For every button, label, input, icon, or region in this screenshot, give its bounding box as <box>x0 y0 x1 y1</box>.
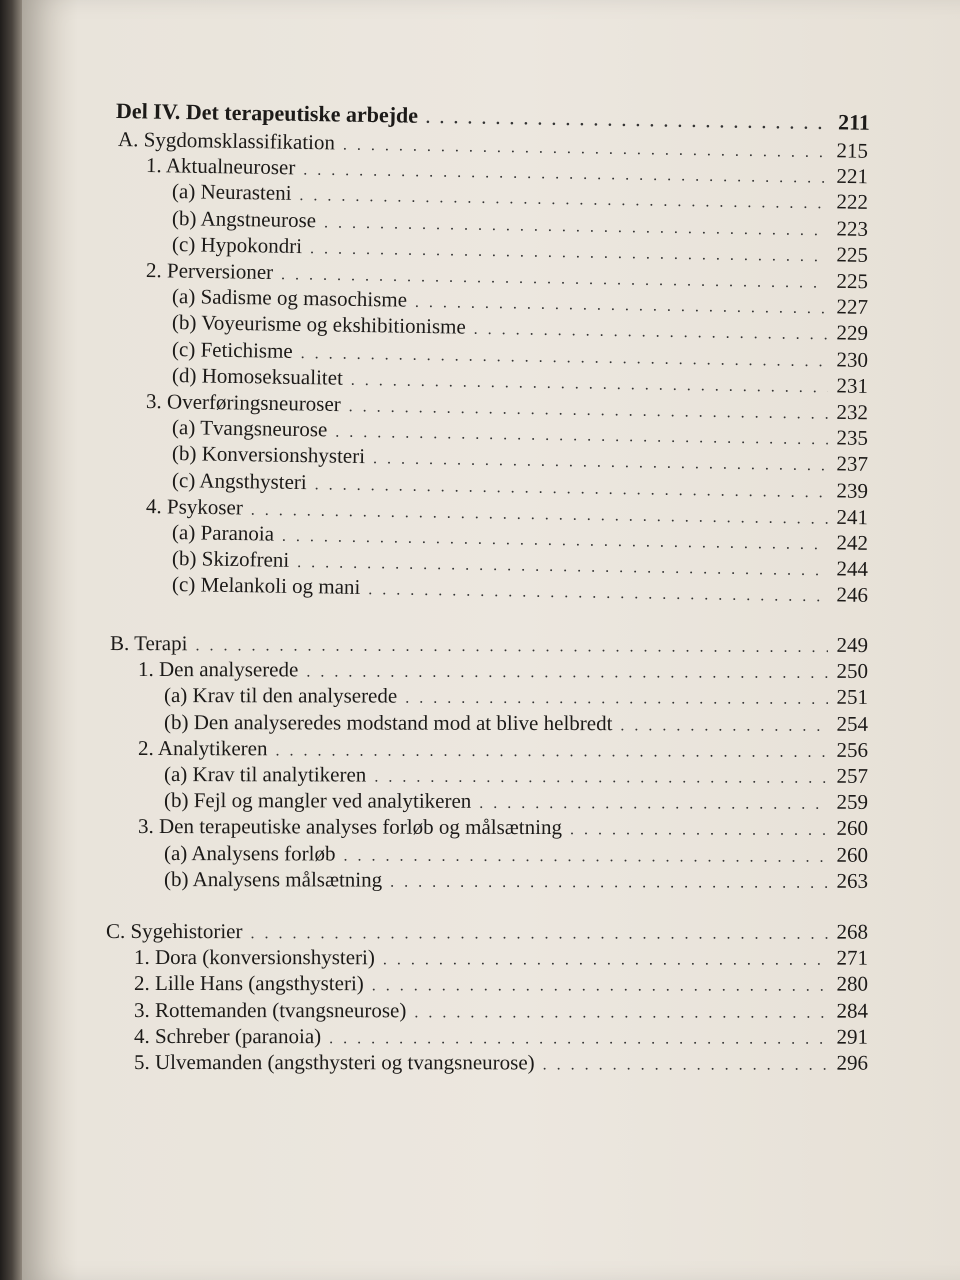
toc-item-row <box>134 1049 868 1079</box>
toc-section-page: 249 <box>836 632 869 657</box>
toc-item-page: 271 <box>836 945 869 970</box>
toc-part-page: 211 <box>837 109 871 135</box>
toc-section-label: C. Sygehistorier <box>105 919 243 944</box>
toc-item-label: 2. Lille Hans (angsthysteri) <box>133 971 364 996</box>
toc-subitem-label: (d) Homoseksualitet <box>171 362 344 390</box>
toc-item-label: 3. Den terapeutiske analyses forløb og målsætning <box>137 814 563 840</box>
toc-subitem-page: 239 <box>836 478 869 503</box>
toc-section-page: 215 <box>836 138 869 163</box>
toc-item-label: 2. Analytikeren <box>137 735 268 761</box>
toc-subitem-label: (a) Krav til den analyserede <box>163 683 398 709</box>
toc-subitem-page: 254 <box>836 711 869 736</box>
toc-item-page: 296 <box>836 1050 869 1075</box>
toc-item-page: 241 <box>836 504 869 530</box>
toc-subitem-row <box>164 866 868 897</box>
toc-subitem-page: 260 <box>836 842 869 867</box>
toc-item-page: 221 <box>836 164 869 189</box>
toc-subitem-label: (b) Skizofreni <box>171 546 290 573</box>
toc-subitem-label: (a) Neurasteni <box>171 179 292 206</box>
toc-section-label: B. Terapi <box>109 631 188 656</box>
toc-section-label: A. Sygdomsklassifikation <box>117 127 336 155</box>
toc-subitem-label: (c) Angsthysteri <box>171 467 307 494</box>
toc-subitem-page: 237 <box>836 451 869 477</box>
toc-subitem-label: (b) Voyeurisme og ekshibitionisme <box>171 310 466 340</box>
toc-subitem-label: (b) Angstneurose <box>171 205 317 232</box>
toc-item-label: 1. Den analyserede <box>137 657 299 682</box>
toc-item-label: 3. Overføringsneuroser <box>145 389 341 417</box>
toc-subitem-page: 251 <box>836 685 869 710</box>
toc-item-row <box>134 997 868 1027</box>
toc-item-row <box>134 970 868 1000</box>
toc-subitem-page: 257 <box>836 763 869 788</box>
toc-leader-dots <box>368 577 828 610</box>
toc-item-label: 4. Schreber (paranoia) <box>133 1023 322 1048</box>
toc-subitem-page: 231 <box>836 373 869 398</box>
toc-leader-dots <box>414 1000 828 1026</box>
toc-subitem-page: 263 <box>836 868 869 893</box>
toc-subitem-label: (a) Paranoia <box>171 520 275 546</box>
toc-subitem-label: (c) Hypokondri <box>171 231 303 258</box>
toc-item-row <box>134 1023 868 1053</box>
toc-subitem-page: 222 <box>836 189 869 215</box>
toc-subitem-page: 244 <box>836 556 869 582</box>
toc-subitem-page: 227 <box>836 294 869 320</box>
toc-leader-dots <box>620 713 828 740</box>
toc-section-page: 268 <box>836 919 869 944</box>
toc-subitem-page: 225 <box>836 242 869 267</box>
toc-subitem-page: 259 <box>836 789 869 815</box>
toc-item-page: 256 <box>836 737 869 762</box>
toc-item-label: 5. Ulvemanden (angsthysteri og tvangsneurose) <box>133 1050 535 1075</box>
toc-item-label: 4. Psykoser <box>145 493 244 520</box>
toc-item-label: 2. Perversioner <box>145 258 274 284</box>
toc-subitem-page: 223 <box>836 216 869 241</box>
toc-item-page: 260 <box>836 816 869 841</box>
toc-item-page: 250 <box>836 659 869 684</box>
toc-item-label: 3. Rottemanden (tvangsneurose) <box>133 997 407 1022</box>
toc-item-page: 225 <box>836 268 869 294</box>
toc-leader-dots <box>390 869 828 896</box>
toc-subitem-label: (b) Konversionshysteri <box>171 441 366 469</box>
toc-subitem-label: (a) Sadisme og masochisme <box>171 284 408 312</box>
toc-item-page: 291 <box>836 1024 869 1049</box>
toc-subitem-page: 230 <box>836 347 869 372</box>
toc-leader-dots <box>543 1052 828 1078</box>
toc-subitem-label: (c) Melankoli og mani <box>171 572 361 600</box>
toc-subitem-label: (c) Fetichisme <box>171 336 293 363</box>
toc-subitem-label: (a) Tvangsneurose <box>171 415 328 442</box>
toc-item-label: 1. Dora (konversionshysteri) <box>133 945 375 970</box>
toc-subitem-label: (b) Analysens målsætning <box>163 866 383 892</box>
toc-part-label: Del IV. Det terapeutiske arbejde <box>115 98 419 128</box>
toc-subitem-page: 235 <box>836 425 869 451</box>
toc-item-page: 232 <box>836 399 869 425</box>
toc-subitem-label: (b) Fejl og mangler ved analytikeren <box>163 788 472 813</box>
toc-subitem-label: (a) Krav til analytikeren <box>163 762 367 787</box>
toc-subitem-page: 229 <box>836 320 869 346</box>
toc-item-label: 1. Aktualneuroser <box>145 153 296 180</box>
toc-subitem-label: (b) Den analyseredes modstand mod at blive helbredt <box>163 709 613 735</box>
toc-subitem-page: 242 <box>836 530 869 555</box>
toc-subitem-page: 246 <box>836 582 869 608</box>
toc-leader-dots <box>372 974 828 1000</box>
toc-subitem-label: (a) Analysens forløb <box>163 840 336 866</box>
toc-item-page: 280 <box>836 972 869 997</box>
toc-item-page: 284 <box>836 998 869 1023</box>
